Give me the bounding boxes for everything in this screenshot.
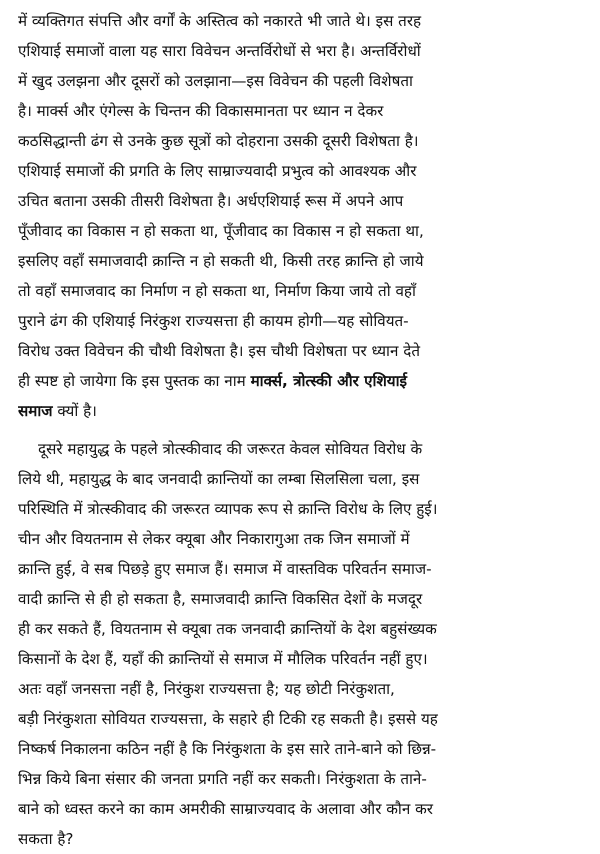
text-line: चीन और वियतनाम से लेकर क्यूबा और निकारागुआ तक जिन समाजों में (18, 530, 410, 548)
text-line: क्रान्ति हुई, वे सब पिछड़े हुए समाज हैं। समाज में वास्तविक परिवर्तन समाज- (18, 560, 432, 578)
text-line: बाने को ध्वस्त करने का काम अमरीकी साम्राज्यवाद के अलावा और कौन कर (18, 800, 433, 818)
text-line: विरोध उक्त विवेचन की चौथी विशेषता है। इस चौथी विशेषता पर ध्यान देते (18, 342, 420, 360)
text-line: में व्यक्तिगत संपत्ति और वर्गों के अस्तित्व को नकारते भी जाते थे। इस तरह (18, 12, 422, 30)
text-line: है। मार्क्स और एंगेल्स के चिन्तन की विकासमानता पर ध्यान न देकर (18, 102, 384, 120)
text-line: निष्कर्ष निकालना कठिन नहीं है कि निरंकुशता के इस सारे ताने-बाने को छिन्न- (18, 740, 437, 758)
text-line: पुराने ढंग की एशियाई निरंकुश राज्यसत्ता ही कायम होगी—यह सोवियत- (18, 312, 409, 330)
text-line: सकता है? (18, 830, 74, 848)
text-line: उचित बताना उसकी तीसरी विशेषता है। अर्धएशियाई रूस में अपने आप (18, 192, 404, 210)
text-segment: ही स्पष्ट हो जायेगा कि इस पुस्तक का नाम (18, 372, 251, 390)
text-line: भिन्न किये बिना संसार की जनता प्रगति नहीं कर सकती। निरंकुशता के ताने- (18, 770, 427, 788)
text-line: दूसरे महायुद्ध के पहले त्रोत्स्कीवाद की जरूरत केवल सोवियत विरोध के (38, 440, 423, 458)
text-line: परिस्थिति में त्रोत्स्कीवाद की जरूरत व्यापक रूप से क्रान्ति विरोध के लिए हुई। (18, 500, 438, 518)
text-segment: क्यों है। (52, 402, 97, 420)
text-line: कठसिद्धान्ती ढंग से उनके कुछ सूत्रों को दोहराना उसकी दूसरी विशेषता है। (18, 132, 419, 150)
book-title: मार्क्स, त्रोत्स्की और एशियाई (250, 372, 407, 390)
text-line: ही कर सकते हैं, वियतनाम से क्यूबा तक जनवादी क्रान्तियों के देश बहुसंख्यक (18, 620, 437, 638)
text-line: बड़ी निरंकुशता सोवियत राज्यसत्ता, के सहारे ही टिकी रह सकती है। इससे यह (18, 710, 438, 728)
text-line (18, 396, 586, 426)
text-line: किसानों के देश हैं, यहाँ की क्रान्तियों से समाज में मौलिक परिवर्तन नहीं हुए। (18, 650, 428, 668)
paragraph-1 (18, 6, 586, 426)
text-line (18, 366, 586, 396)
text-line: एशियाई समाजों वाला यह सारा विवेचन अन्तर्विरोधों से भरा है। अन्तर्विरोधों (18, 42, 421, 60)
text-line: अतः वहाँ जनसत्ता नहीं है, निरंकुश राज्यसत्ता है; यह छोटी निरंकुशता, (18, 680, 395, 698)
paragraph-gap (18, 426, 586, 434)
text-line: एशियाई समाजों की प्रगति के लिए साम्राज्यवादी प्रभुत्व को आवश्यक और (18, 162, 417, 180)
text-line: लिये थी, महायुद्ध के बाद जनवादी क्रान्तियों का लम्बा सिलसिला चला, इस (18, 470, 420, 488)
book-title-continued: समाज (18, 402, 53, 420)
paragraph-2 (18, 434, 586, 854)
text-line: तो वहाँ समाजवाद का निर्माण न हो सकता था, निर्माण किया जाये तो वहाँ (18, 282, 416, 300)
text-line: पूँजीवाद का विकास न हो सकता था, पूँजीवाद का विकास न हो सकता था, (18, 222, 424, 240)
text-line: वादी क्रान्ति से ही हो सकता है, समाजवादी क्रान्ति विकसित देशों के मजदूर (18, 590, 423, 608)
text-line: इसलिए वहाँ समाजवादी क्रान्ति न हो सकती थी, किसी तरह क्रान्ति हो जाये (18, 252, 424, 270)
text-line: में खुद उलझना और दूसरों को उलझाना—इस विवेचन की पहली विशेषता (18, 72, 413, 90)
